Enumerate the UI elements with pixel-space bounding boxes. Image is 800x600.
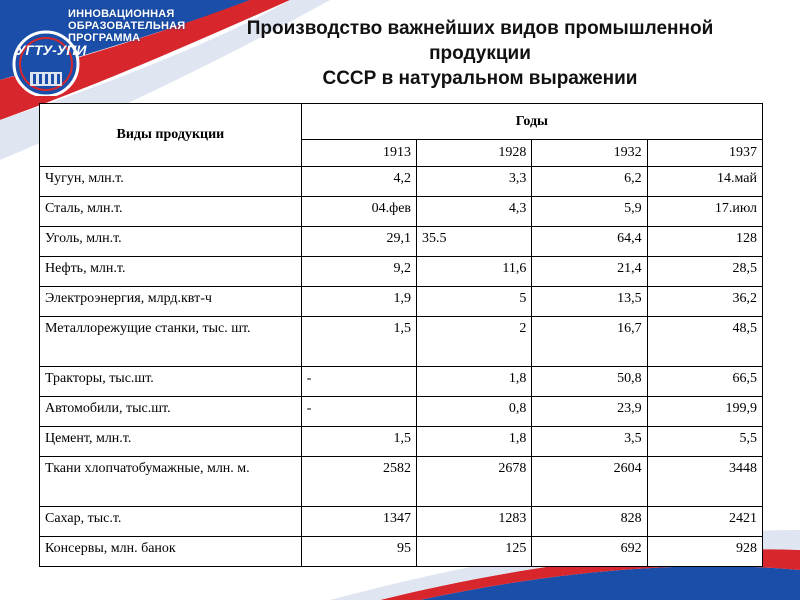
value-1928: 1,8 xyxy=(417,367,532,397)
value-1928: 11,6 xyxy=(417,257,532,287)
value-1928: 0,8 xyxy=(417,397,532,427)
product-name: Чугун, млн.т. xyxy=(40,167,302,197)
table-row xyxy=(40,397,763,427)
title-line-1: Производство важнейших видов промышленной xyxy=(246,18,714,39)
value-1937: 36,2 xyxy=(647,287,762,317)
value-1937: 28,5 xyxy=(647,257,762,287)
table-row xyxy=(40,197,763,227)
university-emblem-icon xyxy=(8,26,96,96)
value-1928: 2678 xyxy=(417,457,532,507)
value-1932: 5,9 xyxy=(532,197,647,227)
value-1913: - xyxy=(301,367,416,397)
product-name: Электроэнергия, млрд.квт-ч xyxy=(40,287,302,317)
value-1937: 5,5 xyxy=(647,427,762,457)
table-row xyxy=(40,457,763,507)
value-1937: 2421 xyxy=(647,507,762,537)
value-1913: - xyxy=(301,397,416,427)
value-1913: 1,5 xyxy=(301,317,416,367)
value-1928: 4,3 xyxy=(417,197,532,227)
value-1932: 3,5 xyxy=(532,427,647,457)
value-1932: 828 xyxy=(532,507,647,537)
value-1913: 4,2 xyxy=(301,167,416,197)
value-1913: 9,2 xyxy=(301,257,416,287)
product-name: Сталь, млн.т. xyxy=(40,197,302,227)
program-logo xyxy=(8,6,198,101)
value-1932: 23,9 xyxy=(532,397,647,427)
value-1928: 2 xyxy=(417,317,532,367)
header-products: Виды продукции xyxy=(40,104,302,167)
product-name: Уголь, млн.т. xyxy=(40,227,302,257)
value-1937: 3448 xyxy=(647,457,762,507)
title-line-3: СССР в натуральном выражении xyxy=(322,68,638,89)
value-1932: 16,7 xyxy=(532,317,647,367)
table-row xyxy=(40,287,763,317)
logo-line-2: ОБРАЗОВАТЕЛЬНАЯ xyxy=(68,20,186,32)
logo-badge-text: УГТУ-УПИ xyxy=(16,42,87,58)
value-1932: 50,8 xyxy=(532,367,647,397)
product-name: Консервы, млн. банок xyxy=(40,537,302,567)
value-1928: 1283 xyxy=(417,507,532,537)
value-1932: 13,5 xyxy=(532,287,647,317)
value-1913: 95 xyxy=(301,537,416,567)
value-1913: 1,9 xyxy=(301,287,416,317)
value-1932: 6,2 xyxy=(532,167,647,197)
value-1937: 17.июл xyxy=(647,197,762,227)
value-1937: 14.май xyxy=(647,167,762,197)
product-name: Металлорежущие станки, тыс. шт. xyxy=(40,317,302,367)
production-table xyxy=(39,103,763,567)
value-1937: 66,5 xyxy=(647,367,762,397)
table-row xyxy=(40,317,763,367)
value-1937: 928 xyxy=(647,537,762,567)
product-name: Сахар, тыс.т. xyxy=(40,507,302,537)
value-1937: 48,5 xyxy=(647,317,762,367)
value-1928: 3,3 xyxy=(417,167,532,197)
table-row xyxy=(40,537,763,567)
value-1928: 35.5 xyxy=(417,227,532,257)
table-row xyxy=(40,367,763,397)
product-name: Автомобили, тыс.шт. xyxy=(40,397,302,427)
value-1937: 199,9 xyxy=(647,397,762,427)
value-1932: 692 xyxy=(532,537,647,567)
slide-title xyxy=(200,16,760,91)
value-1928: 5 xyxy=(417,287,532,317)
value-1937: 128 xyxy=(647,227,762,257)
table-row xyxy=(40,257,763,287)
header-year-1932: 1932 xyxy=(532,140,647,167)
product-name: Нефть, млн.т. xyxy=(40,257,302,287)
table-row xyxy=(40,227,763,257)
product-name: Ткани хлопчатобумажные, млн. м. xyxy=(40,457,302,507)
product-name: Цемент, млн.т. xyxy=(40,427,302,457)
product-name: Тракторы, тыс.шт. xyxy=(40,367,302,397)
header-years: Годы xyxy=(301,104,762,140)
header-year-1913: 1913 xyxy=(301,140,416,167)
value-1913: 2582 xyxy=(301,457,416,507)
title-line-2: продукции xyxy=(429,43,531,64)
value-1913: 04.фев xyxy=(301,197,416,227)
value-1932: 21,4 xyxy=(532,257,647,287)
table-header-row xyxy=(40,104,763,140)
logo-line-1: ИННОВАЦИОННАЯ xyxy=(68,8,175,20)
table-row xyxy=(40,167,763,197)
value-1913: 29,1 xyxy=(301,227,416,257)
value-1928: 125 xyxy=(417,537,532,567)
logo-line-3: ПРОГРАММА xyxy=(68,32,141,44)
header-year-1937: 1937 xyxy=(647,140,762,167)
value-1913: 1347 xyxy=(301,507,416,537)
value-1932: 64,4 xyxy=(532,227,647,257)
table-row xyxy=(40,507,763,537)
table-row xyxy=(40,427,763,457)
header-year-1928: 1928 xyxy=(417,140,532,167)
value-1928: 1,8 xyxy=(417,427,532,457)
value-1913: 1,5 xyxy=(301,427,416,457)
value-1932: 2604 xyxy=(532,457,647,507)
